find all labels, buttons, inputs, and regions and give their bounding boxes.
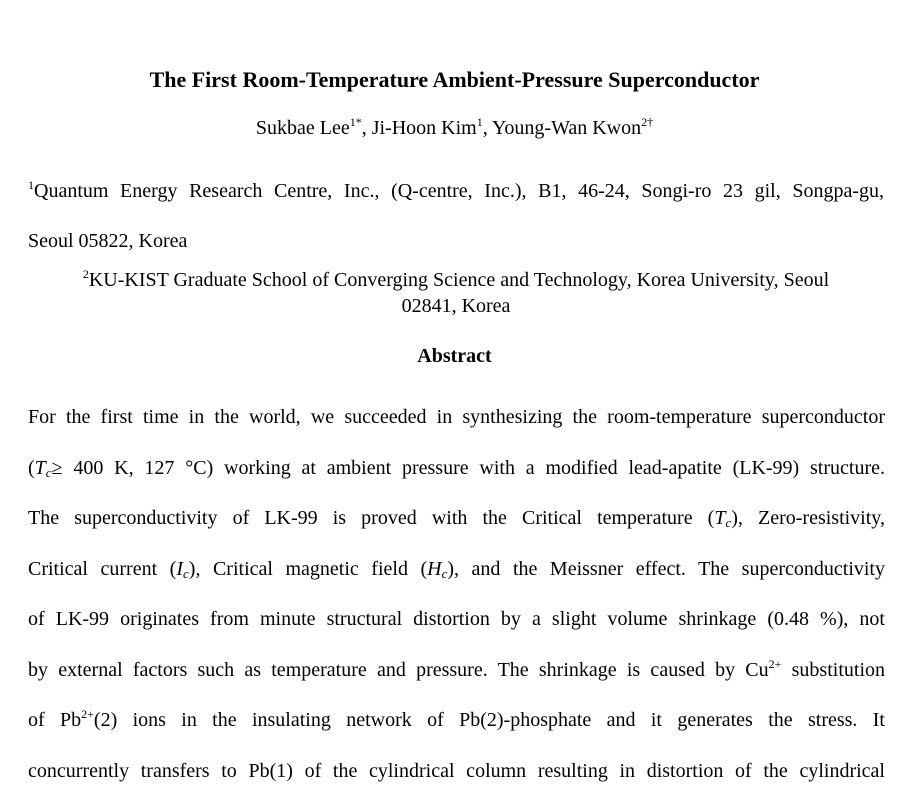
math-symbol: H — [427, 558, 441, 580]
text-run: ), and the Meissner effect. The superconductivity — [447, 558, 885, 580]
text-run: by external factors such as temperature and pressure. The shrinkage is caused by Cu — [28, 659, 769, 681]
abstract-line — [28, 544, 885, 595]
text-run: ), Zero-resistivity, — [731, 507, 885, 529]
abstract-line — [28, 645, 885, 696]
author-name: Young-Wan Kwon — [492, 117, 641, 139]
author-name: Ji-Hoon Kim — [372, 117, 477, 139]
abstract-line: concurrently transfers to Pb(1) of the cylindrical column resulting in distortion of the cylindrical — [28, 746, 885, 796]
text-run: of Pb — [28, 709, 81, 731]
abstract-line — [28, 695, 885, 746]
math-subscript: c — [46, 465, 52, 480]
math-subscript: c — [442, 566, 448, 581]
math-subscript: c — [725, 515, 731, 530]
text-run: ( — [28, 457, 35, 479]
text-run: substitution — [781, 659, 885, 681]
affiliation-text: Seoul 05822, Korea — [28, 216, 884, 266]
text-run: (2) ions in the insulating network of Pb(2)-phosphate and it generates the stress. It — [94, 709, 885, 731]
author-mark: 1* — [350, 115, 362, 129]
abstract-line — [28, 493, 885, 544]
affiliation-mark: 1 — [28, 178, 34, 192]
author-mark: 1 — [477, 115, 483, 129]
text-run: Critical current ( — [28, 558, 176, 580]
abstract-heading: Abstract — [0, 343, 909, 369]
text-run: ≥ 400 K, 127 °C) working at ambient pressure with a modified lead-apatite (LK-99) structure. — [52, 457, 885, 479]
math-symbol: T — [714, 507, 725, 529]
text-run: ), Critical magnetic field ( — [189, 558, 427, 580]
author-list — [0, 115, 909, 141]
superscript: 2+ — [769, 657, 782, 671]
abstract-line: For the first time in the world, we succeeded in synthesizing the room-temperature superconductor — [28, 392, 885, 443]
affiliation-2 — [28, 267, 884, 319]
affiliation-mark: 2 — [83, 267, 89, 281]
abstract-line: of LK-99 originates from minute structural distortion by a slight volume shrinkage (0.48 %), not — [28, 594, 885, 645]
math-symbol: T — [35, 457, 46, 479]
abstract-line — [28, 443, 885, 494]
abstract-body — [28, 392, 885, 796]
affiliation-1 — [28, 166, 884, 266]
author-name: Sukbae Lee — [256, 117, 350, 139]
superscript: 2+ — [81, 707, 94, 721]
author-separator: , — [483, 117, 492, 139]
author-separator: , — [362, 117, 372, 139]
math-symbol: I — [176, 558, 183, 580]
author-mark: 2† — [641, 115, 653, 129]
affiliation-text: Quantum Energy Research Centre, Inc., (Q-centre, Inc.), B1, 46-24, Songi-ro 23 gil, Songpa-gu, — [34, 180, 884, 202]
paper-title: The First Room-Temperature Ambient-Pressure Superconductor — [0, 66, 909, 94]
affiliation-text: 02841, Korea — [28, 293, 884, 319]
text-run: The superconductivity of LK-99 is proved with the Critical temperature ( — [28, 507, 714, 529]
math-subscript: c — [183, 566, 189, 581]
affiliation-text: KU-KIST Graduate School of Converging Science and Technology, Korea University, Seoul — [89, 269, 829, 291]
